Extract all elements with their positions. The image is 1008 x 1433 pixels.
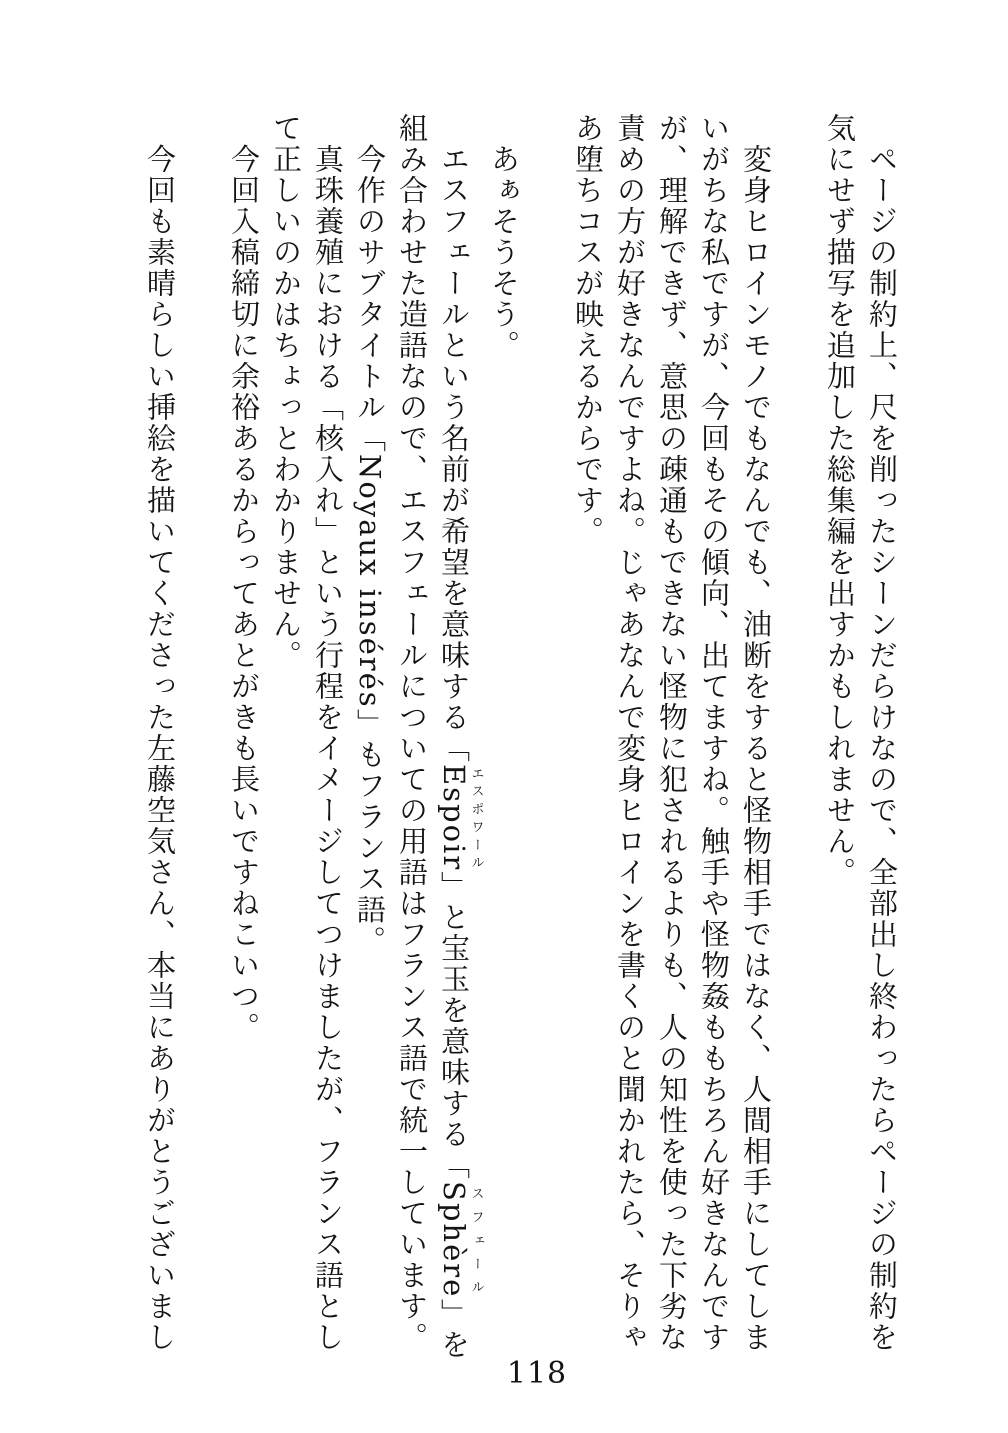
japanese-text: 気にせず描写を追加した総集編を出すかもしれません。 (823, 113, 857, 888)
text-column (307, 113, 349, 1365)
text-column (693, 113, 735, 1365)
japanese-text: 今作のサブタイトル「 (353, 144, 387, 454)
latin-text: Noyaux insérés (353, 454, 387, 709)
text-column (349, 113, 391, 1365)
text-column (483, 113, 525, 1365)
japanese-text: 」を (437, 1298, 471, 1361)
japanese-text: いがちな私ですが、今回もその傾向、出てますね。触手や怪物姦ももちろん好きなんです (697, 113, 731, 1353)
japanese-text: て正しいのかはちょっとわかりません。 (269, 113, 303, 671)
text-column (651, 113, 693, 1365)
text-column (735, 113, 777, 1365)
japanese-text: 今回も素晴らしい挿絵を描いてくださった左藤空気さん、本当にありがとうございまし (143, 144, 177, 1353)
text-column (433, 113, 483, 1365)
japanese-text: 組み合わせた造語なので、エスフェールについての用語はフランス語で統一しています。 (395, 113, 429, 1353)
japanese-text: あ堕ちコスが映えるからです。 (571, 113, 605, 547)
japanese-text: 真珠養殖における「核入れ」という行程をイメージしてつけましたが、フランス語とし (311, 144, 345, 1353)
japanese-text: が、理解できず、意思の疎通もできない怪物に犯されるよりも、人の知性を使った下劣な (655, 113, 689, 1353)
text-column (265, 113, 307, 1365)
japanese-text: エスフェールという名前が希望を意味する「 (437, 144, 471, 764)
page-number: 118 (506, 1356, 568, 1391)
text-column (819, 113, 861, 1365)
text-column (609, 113, 651, 1365)
ruby-annotated-word: Sphèreスフェール (437, 1181, 484, 1299)
ruby-annotated-word: Espoirエスポワール (437, 764, 484, 872)
japanese-text: 」と宝玉を意味する「 (437, 871, 471, 1182)
text-column (223, 113, 265, 1365)
text-column (139, 113, 181, 1365)
japanese-text: 責めの方が好きなんですよね。じゃあなんで変身ヒロインを書くのと聞かれたら、そりゃ (613, 113, 647, 1353)
afterword-text (139, 113, 903, 1365)
text-column (567, 113, 609, 1365)
japanese-text: ページの制約上、尺を削ったシーンだらけなので、全部出し終わったらページの制約を (865, 144, 899, 1353)
japanese-text: あぁそうそう。 (487, 144, 521, 361)
text-column (391, 113, 433, 1365)
japanese-text: 今回入稿締切に余裕あるからってあとがきも長いですねこいつ。 (227, 144, 261, 1043)
text-column (861, 113, 903, 1365)
japanese-text: 」もフランス語。 (353, 708, 387, 957)
japanese-text: 変身ヒロインモノでもなんでも、油断をすると怪物相手ではなく、人間相手にしてしま (739, 144, 773, 1353)
